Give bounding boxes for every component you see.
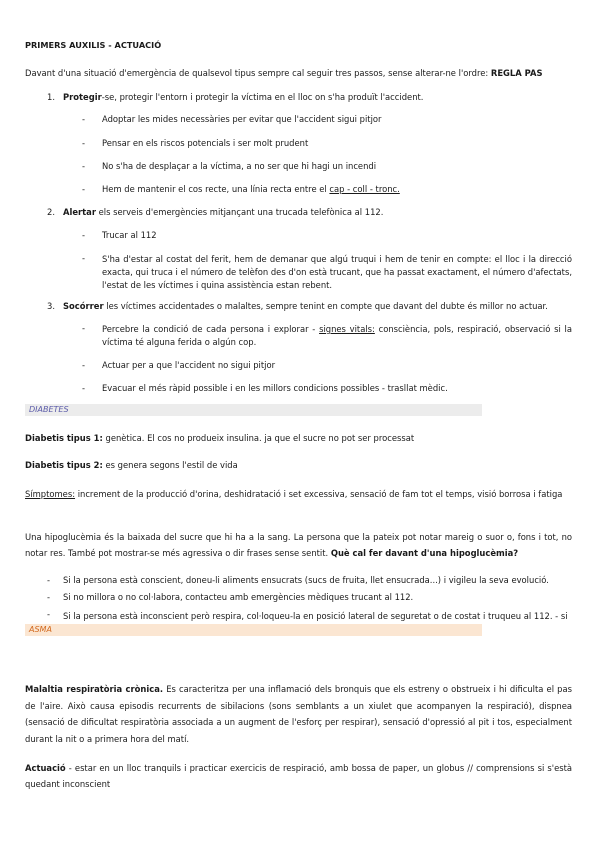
dash-marker: - <box>82 383 86 393</box>
section-heading-diabetes: DIABETES <box>25 404 482 416</box>
dash-marker: - <box>82 184 86 194</box>
malaltia-paragraph: Malaltia respiratòria crònica. Es caracteritza per una inflamació dels bronquis que els estreny o obstrueix i hi dificulta el pas de l'aire. Això causa episodis recurrents de sibilacions (sons semblants a un xiulet que acompanyen la respiració), dispnea (sensació de dificultat respiratòria associada a un augment de l'esforç per respirar), sensació d'opressió al pit i tos, especialment durant la nit o a primera hora del matí. <box>25 684 572 744</box>
diabetis-tipus-1: Diabetis tipus 1: genètica. El cos no produeix insulina. ja que el sucre no pot ser processat <box>25 433 415 443</box>
list-item: No s'ha de desplaçar a la víctima, a no ser que hi hagi un incendi <box>102 161 377 171</box>
dash-marker: - <box>82 161 86 171</box>
regla-pas: REGLA PAS <box>490 68 543 78</box>
hipoglucemia-paragraph: Una hipoglucèmia és la baixada del sucre que hi ha a la sang. La persona que la pateix pot notar mareig o suor o, fons i tot, no notar res. També pot mostrar-se més agressiva o dir frases sense sentit. Què cal fer davant d'una hipoglucèmia? <box>25 532 572 558</box>
list-item: Adoptar les mides necessàries per evitar que l'accident sigui pitjor <box>102 114 382 124</box>
step-number: 1. <box>47 92 55 102</box>
list-item: Si la persona està conscient, doneu-li aliments ensucrats (sucs de fruita, llet ensucrada...) i vigileu la seva evolució. <box>63 575 549 585</box>
list-item: S'ha d'estar al costat del ferit, hem de demanar que algú truqui i hem de tenir en compte: el lloc i la direcció exacta, qui truca i el número de telèfon des d'on està trucant, que ha passat exactament, el número d'afectats, l'estat de les víctimes i quina assistència estan rebent. <box>102 254 572 290</box>
list-item: Si no millora o no col·labora, contacteu amb emergències mèdiques trucant al 112. <box>63 592 414 602</box>
page-title: PRIMERS AUXILIS - ACTUACIÓ <box>25 40 162 50</box>
dash-marker: - <box>82 323 86 333</box>
step-number: 3. <box>47 301 55 311</box>
list-item: Pensar en els riscos potencials i ser molt prudent <box>102 138 309 148</box>
section-heading-asma: ASMA <box>25 624 482 636</box>
dash-marker: - <box>82 114 86 124</box>
actuacio-paragraph: Actuació - estar en un lloc tranquils i practicar exercicis de respiració, amb bossa de paper, un globus // comprensions si s'està quedant inconscient <box>25 763 572 789</box>
dash-marker: - <box>47 592 51 602</box>
diabetis-tipus-2: Diabetis tipus 2: es genera segons l'estil de vida <box>25 460 238 470</box>
list-item: Evacuar el més ràpid possible i en les millors condicions possibles - trasllat mèdic. <box>102 383 448 393</box>
list-item: Actuar per a que l'accident no sigui pitjor <box>102 360 276 370</box>
dash-marker: - <box>82 360 86 370</box>
dash-marker: - <box>82 230 86 240</box>
step-protegir: Protegir-se, protegir l'entorn i protegir la víctima en el lloc on s'ha produït l'accident. <box>63 92 424 102</box>
dash-marker: - <box>47 609 51 619</box>
list-item: Trucar al 112 <box>102 230 157 240</box>
step-socorrer: Socórrer les víctimes accidentades o malaltes, sempre tenint en compte que davant del dubte és millor no actuar. <box>63 301 548 311</box>
step-alertar: Alertar els serveis d'emergències mitjançant una trucada telefònica al 112. <box>63 207 384 217</box>
intro-paragraph: Davant d'una situació d'emergència de qualsevol tipus sempre cal seguir tres passos, sense alterar-ne l'ordre: REGLA PAS <box>25 68 543 78</box>
simptomes-paragraph: Símptomes: increment de la producció d'orina, deshidratació i set excessiva, sensació de fam tot el temps, visió borrosa i fatiga <box>25 489 563 499</box>
list-item: Percebre la condició de cada persona i explorar - signes vitals: consciència, pols, respiració, observació si la víctima té alguna ferida o algún cop. <box>102 324 572 347</box>
list-item: Hem de mantenir el cos recte, una línia recta entre el cap - coll - tronc. <box>102 184 400 194</box>
dash-marker: - <box>82 138 86 148</box>
dash-marker: - <box>47 575 51 585</box>
dash-marker: - <box>82 253 86 263</box>
step-number: 2. <box>47 207 55 217</box>
list-item: Si la persona està inconscient però respira, col·loqueu-la en posició lateral de seguretat o de costat i truqueu al 112. - si <box>63 611 568 621</box>
